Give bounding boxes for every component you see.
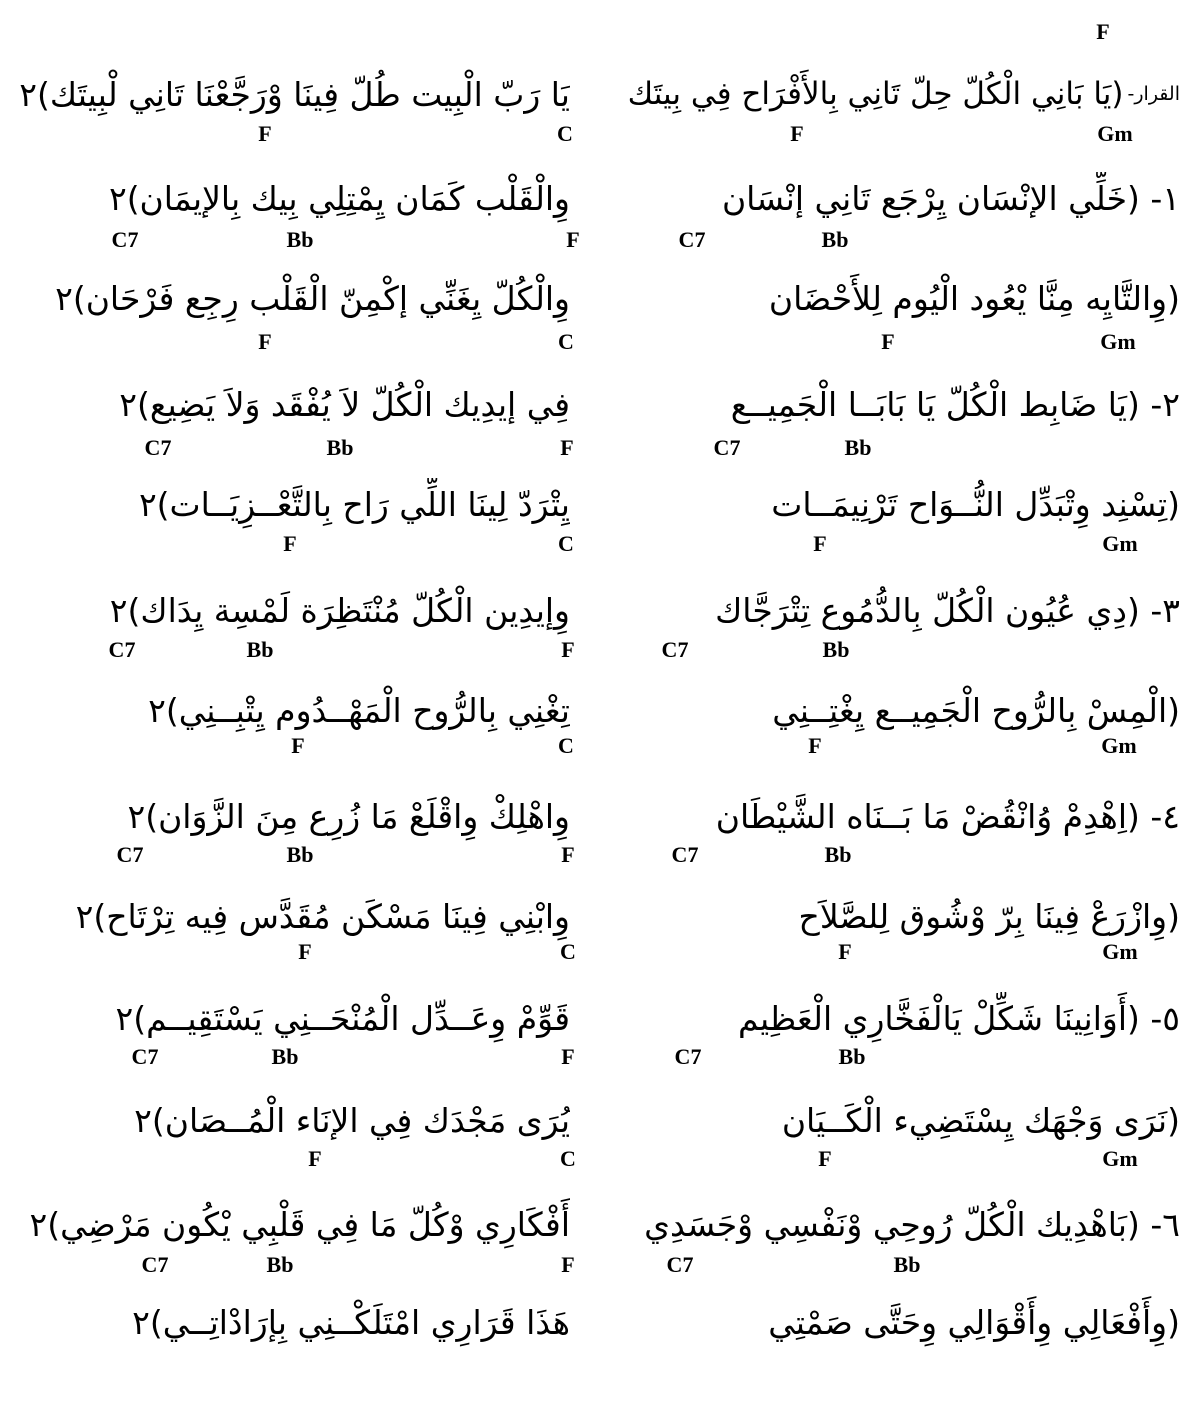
chord-gm: Gm bbox=[1102, 531, 1138, 556]
lyric-line-right bbox=[625, 478, 1180, 530]
chord-c7: C7 bbox=[111, 227, 139, 252]
chord-c7: C7 bbox=[144, 435, 172, 460]
chord-c7: C7 bbox=[713, 435, 741, 460]
chord-f: F bbox=[561, 842, 575, 867]
lyric-line-left bbox=[10, 272, 570, 324]
lyric-line-left bbox=[10, 1296, 570, 1348]
lyric-line-right bbox=[625, 1094, 1180, 1146]
chord-f: F bbox=[561, 637, 575, 662]
lyric-line-left bbox=[10, 584, 570, 636]
chord-f: F bbox=[808, 733, 822, 758]
chord-gm: Gm bbox=[1102, 1146, 1138, 1171]
chord-f: F bbox=[283, 531, 297, 556]
chord-c7: C7 bbox=[678, 227, 706, 252]
chord-c: C bbox=[558, 329, 574, 354]
lyric-text: ٦- (بَاهْدِيك الْكُلّ رُوحِي وْنَفْسِي وْجَسَدِي bbox=[644, 1204, 1180, 1244]
chord-bb: Bb bbox=[824, 842, 852, 867]
lyric-text: تِغْنِي بِالرُّوح الْمَهْــدُوم يِتْبِــنِي)٢ bbox=[148, 690, 570, 730]
lyric-text: (الْمِسْ بِالرُّوح الْجَمِيــع يِغْتِــنِي bbox=[772, 690, 1180, 730]
chord-c7: C7 bbox=[661, 637, 689, 662]
chord-f: F bbox=[881, 329, 895, 354]
lyric-text: هَذَا قَرَارِي امْتَلَكْــنِي بِإرَادْاتِــي)٢ bbox=[132, 1302, 570, 1342]
lyric-text: يَا رَبّ الْبِيت طُلّ فِينَا وْرَجَّعْنَا تَانِي لْبِيتَك)٢ bbox=[19, 74, 570, 114]
chord-c7: C7 bbox=[666, 1252, 694, 1277]
lyric-line-right bbox=[625, 790, 1180, 842]
lyric-line-right bbox=[625, 684, 1180, 736]
lyric-text: يُرَى مَجْدَك فِي الإنَاء الْمُــصَان)٢ bbox=[134, 1100, 570, 1140]
lyric-line-left bbox=[10, 1094, 570, 1146]
chord-f: F bbox=[308, 1146, 322, 1171]
lyric-line-right bbox=[625, 68, 1180, 120]
chord-c7: C7 bbox=[141, 1252, 169, 1277]
chord-bb: Bb bbox=[271, 1044, 299, 1069]
lyric-text: ٤- (اِهْدِمْ وُانْقُضْ مَا بَــنَاه الشَّيْطَان bbox=[715, 796, 1180, 836]
lyric-text: أَفْكَارِي وْكُلّ مَا فِي قَلْبِي يْكُون مَرْضِي)٢ bbox=[29, 1204, 570, 1244]
chord-c7: C7 bbox=[108, 637, 136, 662]
lyric-text: فِي إيدِيك الْكُلّ لاَ يُفْقَد وَلاَ يَضِيع)٢ bbox=[119, 384, 570, 424]
lyric-line-left bbox=[10, 478, 570, 530]
lyric-line-left bbox=[10, 684, 570, 736]
lyric-line-right bbox=[625, 272, 1180, 324]
lyric-text: وِإيدِين الْكُلّ مُنْتَظِرَة لَمْسِة يِدَاك)٢ bbox=[109, 590, 570, 630]
lyric-text: (وِازْرَعْ فِينَا بِرّ وْشُوق لِلصَّلاَح bbox=[798, 896, 1180, 936]
chord-c: C bbox=[560, 1146, 576, 1171]
chord-gm: Gm bbox=[1102, 939, 1138, 964]
chord-f: F bbox=[561, 1044, 575, 1069]
chord-f: F bbox=[258, 329, 272, 354]
lyric-text: ٥- (أَوَانِينَا شَكِّلْ يَالْفَخَّارِي الْعَظِيم bbox=[737, 998, 1180, 1038]
chord-bb: Bb bbox=[893, 1252, 921, 1277]
chord-f: F bbox=[561, 1252, 575, 1277]
chord-c7: C7 bbox=[131, 1044, 159, 1069]
chord-bb: Bb bbox=[838, 1044, 866, 1069]
lyric-text: وِالْقَلْب كَمَان يِمْتِلِي بِيك بِالإيمَان)٢ bbox=[108, 178, 570, 218]
lyric-text: قَوِّمْ وِعَــدِّل الْمُنْحَــنِي يَسْتَقِيــم)٢ bbox=[115, 998, 570, 1038]
lyric-line-left bbox=[10, 378, 570, 430]
chord-f: F bbox=[813, 531, 827, 556]
lyric-line-right bbox=[625, 172, 1180, 224]
chord-c: C bbox=[557, 121, 573, 146]
lyric-text: يِتْرَدّ لِينَا اللِّي رَاح بِالتَّعْــزِيَــات)٢ bbox=[138, 484, 570, 524]
lyric-line-left bbox=[10, 890, 570, 942]
chord-bb: Bb bbox=[286, 842, 314, 867]
lyric-text: وِالْكُلّ يِغَنِّي إكْمِنّ الْقَلْب رِجِع فَرْحَان)٢ bbox=[55, 278, 570, 318]
chord-f: F bbox=[818, 1146, 832, 1171]
lyric-line-right bbox=[625, 890, 1180, 942]
lyric-text: ٣- (دِي عُيُون الْكُلّ بِالدُّمُوع تِتْرَجَّاك bbox=[715, 590, 1180, 630]
lyric-text: (تِسْنِد وِتْبَدِّل النُّــوَاح تَرْنِيمَــات bbox=[771, 484, 1180, 524]
lyric-line-left bbox=[10, 992, 570, 1044]
lyric-line-left bbox=[10, 172, 570, 224]
lyric-text: (وِأَفْعَالِي وِأَقْوَالِي وِحَتَّى صَمْتِي bbox=[768, 1302, 1180, 1342]
chord-f: F bbox=[1096, 19, 1110, 44]
chord-bb: Bb bbox=[822, 637, 850, 662]
chord-gm: Gm bbox=[1097, 121, 1133, 146]
chord-c7: C7 bbox=[674, 1044, 702, 1069]
chord-bb: Bb bbox=[286, 227, 314, 252]
lyric-line-right bbox=[625, 584, 1180, 636]
lyric-line-left bbox=[10, 1198, 570, 1250]
chord-f: F bbox=[560, 435, 574, 460]
chord-c7: C7 bbox=[671, 842, 699, 867]
chord-f: F bbox=[291, 733, 305, 758]
lyric-line-right bbox=[625, 1296, 1180, 1348]
lyric-text: (وِالتَّايِه مِنَّا يْعُود الْيُوم لِلأَحْضَان bbox=[768, 278, 1180, 318]
lyric-line-right bbox=[625, 1198, 1180, 1250]
lyric-line-right bbox=[625, 378, 1180, 430]
chord-f: F bbox=[298, 939, 312, 964]
lyric-line-right bbox=[625, 992, 1180, 1044]
chord-gm: Gm bbox=[1101, 733, 1137, 758]
lyric-text: وِاهْلِكْ وِاقْلَعْ مَا زُرِع مِنَ الزَّوَان)٢ bbox=[127, 796, 570, 836]
chord-f: F bbox=[566, 227, 580, 252]
lyric-line-left bbox=[10, 790, 570, 842]
chord-bb: Bb bbox=[844, 435, 872, 460]
chord-f: F bbox=[258, 121, 272, 146]
chord-f: F bbox=[838, 939, 852, 964]
chord-bb: Bb bbox=[246, 637, 274, 662]
lyric-text: ١- (خَلِّي الإنْسَان يِرْجَع تَانِي إنْسَان bbox=[721, 178, 1180, 218]
chord-c: C bbox=[560, 939, 576, 964]
chord-f: F bbox=[790, 121, 804, 146]
chorus-label: القرار- bbox=[1127, 83, 1180, 105]
lyric-text: وِابْنِي فِينَا مَسْكَن مُقَدَّس فِيه تِرْتَاح)٢ bbox=[75, 896, 570, 936]
chord-bb: Bb bbox=[326, 435, 354, 460]
lyric-line-left bbox=[10, 68, 570, 120]
chord-gm: Gm bbox=[1100, 329, 1136, 354]
chord-bb: Bb bbox=[821, 227, 849, 252]
lyric-text: ٢- (يَا ضَابِط الْكُلّ يَا بَابَــا الْجَمِيــع bbox=[730, 384, 1180, 424]
chord-c7: C7 bbox=[116, 842, 144, 867]
lyric-text: (يَا بَانِي الْكُلّ حِلّ تَانِي بِالأَفْرَاح فِي بِيتَك bbox=[627, 76, 1124, 112]
chord-c: C bbox=[558, 733, 574, 758]
chord-bb: Bb bbox=[266, 1252, 294, 1277]
chord-c: C bbox=[558, 531, 574, 556]
lyric-text: (نَرَى وَجْهَك يِسْتَضِيء الْكَــيَان bbox=[781, 1100, 1180, 1140]
